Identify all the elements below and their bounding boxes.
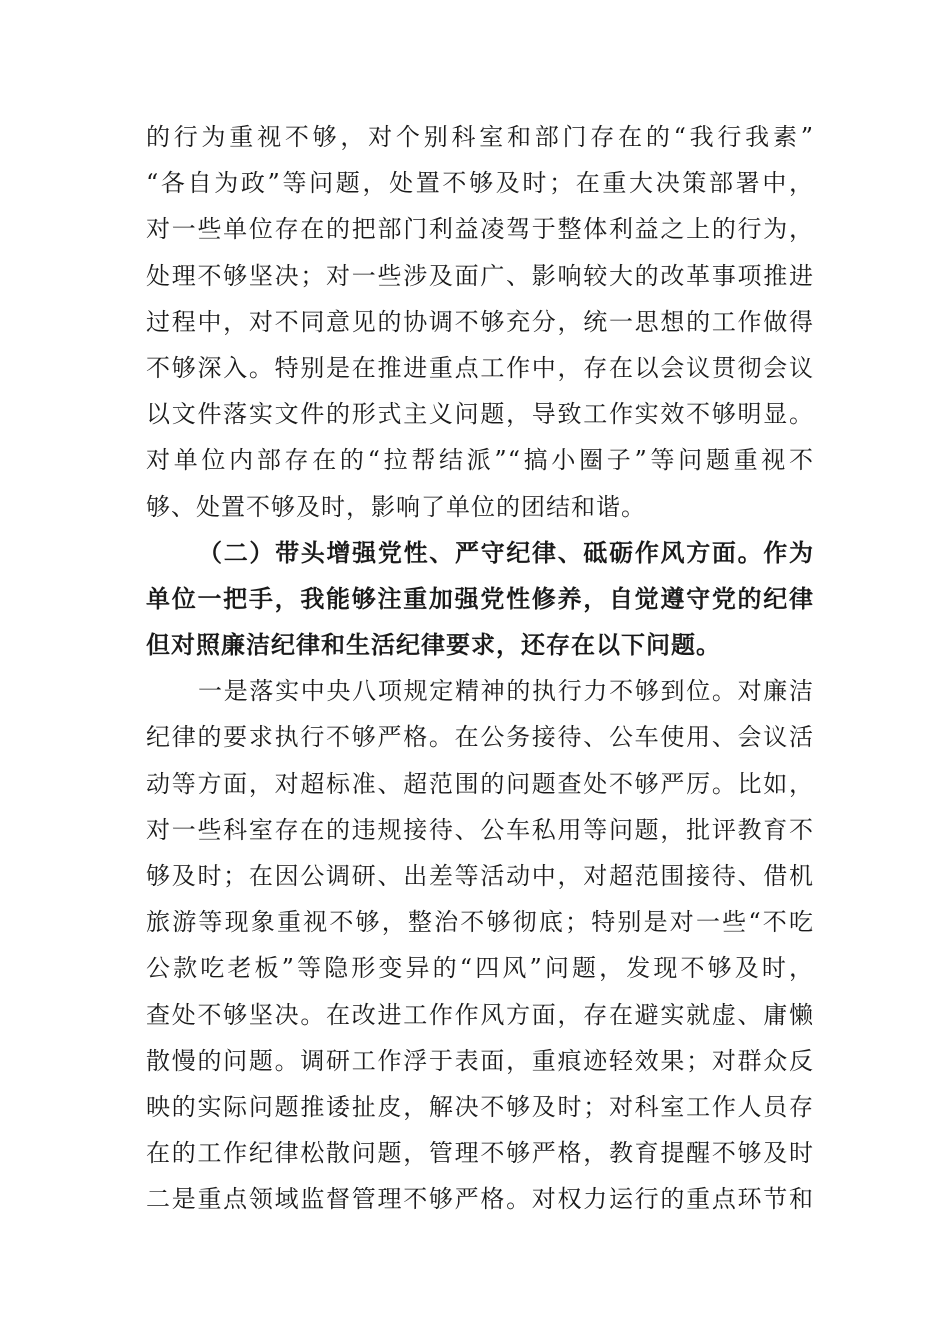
text-line-16: 对一些科室存在的违规接待、公车私用等问题，批评教育不: [146, 815, 814, 844]
text-line-5: 过程中，对不同意见的协调不够充分，统一思想的工作做得: [146, 307, 814, 336]
section-heading-line-2: 单位一把手，我能够注重加强党性修养，自觉遵守党的纪律: [146, 583, 814, 613]
text-line-14: 纪律的要求执行不够严格。在公务接待、公车使用、会议活: [146, 723, 814, 752]
document-body: [146, 114, 814, 1223]
text-line-19: 公款吃老板”等隐形变异的“四风”问题，发现不够及时，: [146, 954, 814, 983]
text-line-1: 的行为重视不够，对个别科室和部门存在的“我行我素”: [146, 123, 814, 151]
section-heading-line-1: （二）带头增强党性、严守纪律、砥砺作风方面。作为: [198, 537, 814, 567]
text-line-7: 以文件落实文件的形式主义问题，导致工作实效不够明显。: [146, 400, 814, 429]
text-line-2: “各自为政”等问题，处置不够及时；在重大决策部署中，: [146, 169, 814, 198]
text-line-22: 映的实际问题推诿扯皮，解决不够及时；对科室工作人员存: [146, 1092, 814, 1121]
text-line-3: 对一些单位存在的把部门利益凌驾于整体利益之上的行为，: [146, 215, 814, 244]
text-line-20: 查处不够坚决。在改进工作作风方面，存在避实就虚、庸懒: [146, 1000, 814, 1029]
text-line-21: 散慢的问题。调研工作浮于表面，重痕迹轻效果；对群众反: [146, 1046, 814, 1075]
text-line-15: 动等方面，对超标准、超范围的问题查处不够严厉。比如，: [146, 769, 814, 798]
text-line-4: 处理不够坚决；对一些涉及面广、影响较大的改革事项推进: [146, 261, 814, 290]
text-line-9: 够、处置不够及时，影响了单位的团结和谐。: [146, 492, 646, 521]
section-heading-line-3: 但对照廉洁纪律和生活纪律要求，还存在以下问题。: [146, 630, 721, 660]
text-line-23: 在的工作纪律松散问题，管理不够严格，教育提醒不够及时: [146, 1139, 814, 1168]
text-line-13: 一是落实中央八项规定精神的执行力不够到位。对廉洁: [198, 677, 814, 706]
text-line-17: 够及时；在因公调研、出差等活动中，对超范围接待、借机: [146, 862, 814, 890]
text-line-6: 不够深入。特别是在推进重点工作中，存在以会议贯彻会议: [146, 353, 814, 382]
text-line-8: 对单位内部存在的“拉帮结派”“搞小圈子”等问题重视不: [146, 446, 814, 475]
text-line-18: 旅游等现象重视不够，整治不够彻底；特别是对一些“不吃: [146, 908, 814, 937]
text-line-24: 二是重点领域监督管理不够严格。对权力运行的重点环节和: [146, 1185, 814, 1214]
